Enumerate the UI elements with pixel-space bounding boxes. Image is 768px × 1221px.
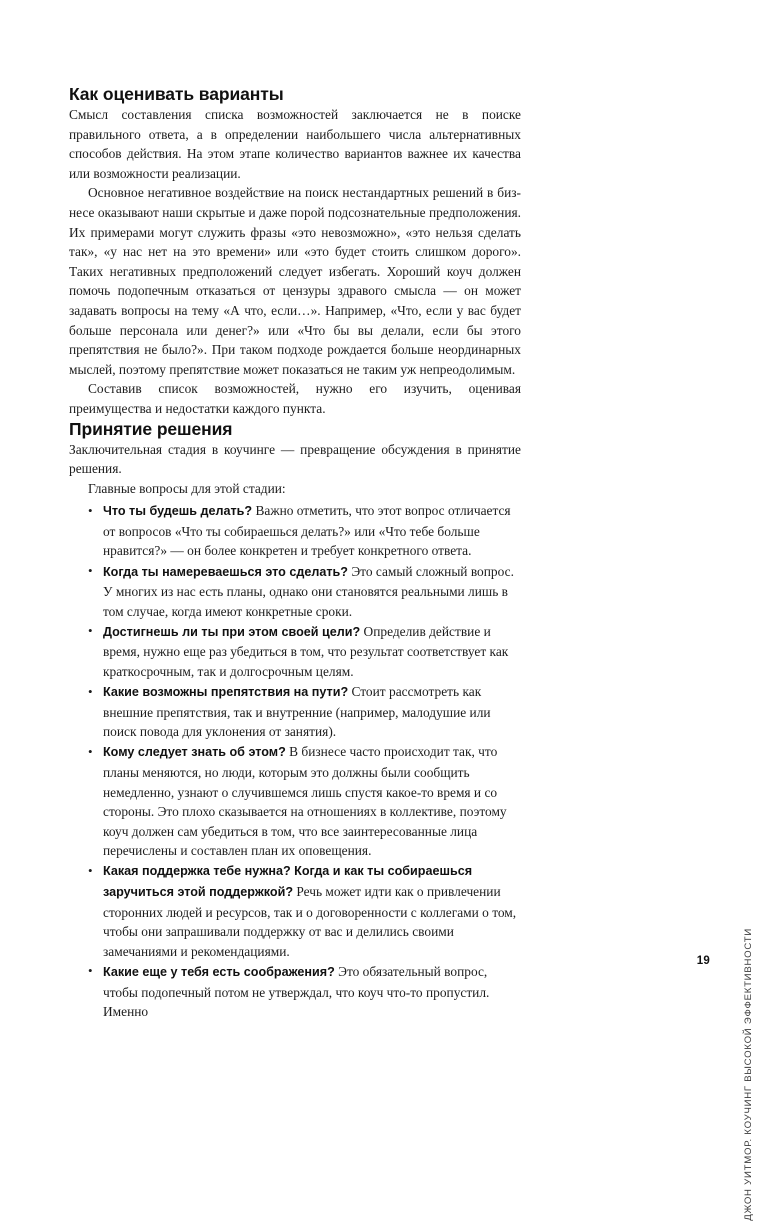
question-body: Это самый сложный вопрос. У многих из нас есть планы, однако они становятся реальными лишь в том случае, когда имеют конкретные сроки. [103,563,514,619]
question-lead: Кому следует знать об этом? [103,745,286,760]
question-lead: Какие возможны препятствия на пути? [103,685,349,700]
running-head [743,928,754,1221]
paragraph: Главные вопросы для этой стадии: [88,480,286,496]
question-body: Речь может идти как о привлечении сторонних людей и ресурсов, так и о договоренности с коллегами о том, чтобы они запрашивали поддержку от вас и делились своими замечаниями и рекомендациями. [103,884,517,959]
paragraph: Составив список возможностей, нужно его изучить, оценивая преимущества и недостатки каждого пункта. [69,381,521,416]
list-item [69,861,521,961]
list-item [69,682,521,742]
running-head-label: ДЖОН УИТМОР. КОУЧИНГ ВЫСОКОЙ ЭФФЕКТИВНОСТИ [743,928,754,1221]
question-body: Важно отметить, что этот вопрос отличается от вопросов «Что ты собираешься делать?» или «Что тебе больше нравится?» — он более конкретен и требует конкретного ответа. [103,503,511,559]
list-item [69,962,521,1022]
page-number: 19 [696,955,710,967]
question-lead: Достигнешь ли ты при этом своей цели? [103,624,361,639]
question-body: В бизнесе часто происходит так, что планы меняются, но люди, которым это должны были сообщить немедленно, узнают о случившемся лишь спустя какое-то время и со стороны. Это плохо сказывается на отношениях в коллективе, поэтому коуч должен сам убедиться в том, что все заинтересованные лица перечислены и составлен план их оповещения. [103,744,507,859]
question-body: Определив действие и время, нужно еще раз убедиться в том, что результат соответствует как краткосрочным, так и долгосрочным целям. [103,623,509,680]
section-heading-decision-making: Принятие решения [69,418,233,439]
question-lead: Какие еще у тебя есть соображения? [103,964,335,979]
question-body: Стоит рассмотреть как внешние препятствия, так и внутренние (например, малодушие или поиск повода для уклонения от занятия). [103,684,491,740]
list-item [69,501,521,561]
list-item [69,622,521,682]
section-heading-evaluating-options: Как оценивать варианты [69,84,284,104]
paragraph: Заключительная стадия в коучинге — превращение обсуждения в принятие решения. [69,441,521,477]
paragraph: Основное негативное воздействие на поиск нестандартных решений в бизнесе оказывают наши скрытые и даже порой подсознательные предположения. Их примерами могут служить фразы «это невозможно», «это нельзя сделать так», «у нас нет на это времени» или «это будет стоить слишком дорого». Таких негативных предположений следует избегать. Хороший коуч должен помочь подопечным отказаться от цензуры здравого смысла — он может задавать вопросы на тему «А что, если…». Например, «Что, если у вас будет больше персонала или денег?» или «Что бы вы делали, если бы этого препятствия не было?». При таком подходе рождается больше неординарных мыслей, поэтому препятствие может показаться не таким уж непреодолимым. [69,185,521,377]
list-item [69,742,521,861]
paragraph: Смысл составления списка возможностей заключается не в поиске правильного ответа, а в определении наибольшего числа альтернативных способов действия. На этом этапе количество вариантов важнее их качества или возможности реализации. [69,107,521,181]
page-content [69,84,521,1022]
list-item [69,562,521,622]
question-lead: Что ты будешь делать? [103,504,253,519]
question-body: Это обязательный вопрос, чтобы подопечный потом не утверждал, что коуч что-то пропустил. Именно [103,963,490,1020]
question-lead: Когда ты намереваешься это сделать? [103,564,348,579]
question-list [69,501,521,1021]
question-lead: Какая поддержка тебе нужна? Когда и как ты собираешься заручиться этой поддержкой? [103,864,473,900]
